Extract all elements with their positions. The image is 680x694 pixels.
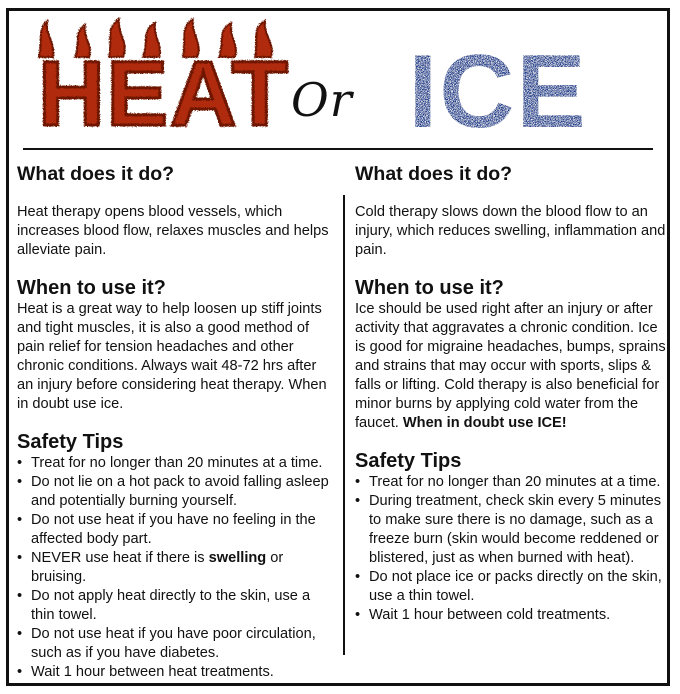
ice-column: [355, 159, 667, 625]
heat-column: [17, 159, 335, 682]
heat-when-heading: When to use it?: [17, 277, 166, 299]
list-item: • Treat for no longer than 20 minutes at a time.: [355, 473, 667, 492]
heat-safety-heading: Safety Tips: [17, 431, 124, 453]
tip-bold-text: swelling: [208, 550, 267, 566]
tip-text: NEVER use heat if there is: [31, 550, 209, 566]
heat-what-heading: What does it do?: [17, 163, 175, 185]
list-item: • Treat for no longer than 20 minutes at a time.: [17, 454, 335, 473]
or-title-text: Or: [291, 73, 353, 127]
heat-title-graphic: [33, 17, 295, 135]
list-item: [17, 549, 335, 587]
list-item: • Do not lie on a hot pack to avoid falling asleep and potentially burning yourself.: [17, 473, 335, 511]
tip-text: or bruising.: [31, 550, 284, 585]
ice-what-text: Cold therapy slows down the blood flow to an injury, which reduces swelling, inflammation and pain.: [355, 204, 666, 258]
ice-when-text: Ice should be used right after an injury or after activity that aggravates a chronic condition. Ice is good for migraine headaches, bumps, sprains and strains that may occur with sports, slips & falls or lifting. Cold therapy is also beneficial for minor burns by applying cold water from the faucet.: [355, 301, 666, 431]
infographic-frame: [6, 8, 670, 686]
ice-when-heading: When to use it?: [355, 277, 504, 299]
list-item: • Do not place ice or packs directly on the skin, use a thin towel.: [355, 568, 667, 606]
ice-when-paragraph: [355, 300, 667, 433]
list-item: • Do not apply heat directly to the skin, use a thin towel.: [17, 587, 335, 625]
header-rule: [23, 148, 653, 150]
list-item: • During treatment, check skin every 5 minutes to make sure there is no damage, such as a freeze burn (skin would become reddened or blistered, just as when burned with heat).: [355, 492, 667, 568]
list-item: • Wait 1 hour between cold treatments.: [355, 606, 667, 625]
heat-what-text: Heat therapy opens blood vessels, which increases blood flow, relaxes muscles and helps alleviate pain.: [17, 204, 329, 258]
heat-when-text: Heat is a great way to help loosen up stiff joints and tight muscles, it is also a good method of pain relief for tension headaches and other chronic conditions. Always wait 48-72 hrs after an injury before considering heat therapy. When in doubt use ice.: [17, 301, 327, 412]
ice-what-heading: What does it do?: [355, 163, 513, 185]
ice-title-graphic: [405, 41, 591, 135]
heat-title-text: HEAT: [38, 43, 290, 135]
ice-title-text: ICE: [408, 41, 588, 135]
column-divider: [343, 195, 345, 655]
ice-safety-heading: Safety Tips: [355, 450, 462, 472]
list-item: • Wait 1 hour between heat treatments.: [17, 663, 335, 682]
title-banner: [9, 11, 667, 149]
ice-when-bold-text: When in doubt use ICE!: [402, 415, 567, 431]
ice-safety-list: [355, 473, 667, 625]
heat-safety-list: [17, 454, 335, 682]
list-item: • Do not use heat if you have poor circulation, such as if you have diabetes.: [17, 625, 335, 663]
list-item: • Do not use heat if you have no feeling in the affected body part.: [17, 511, 335, 549]
